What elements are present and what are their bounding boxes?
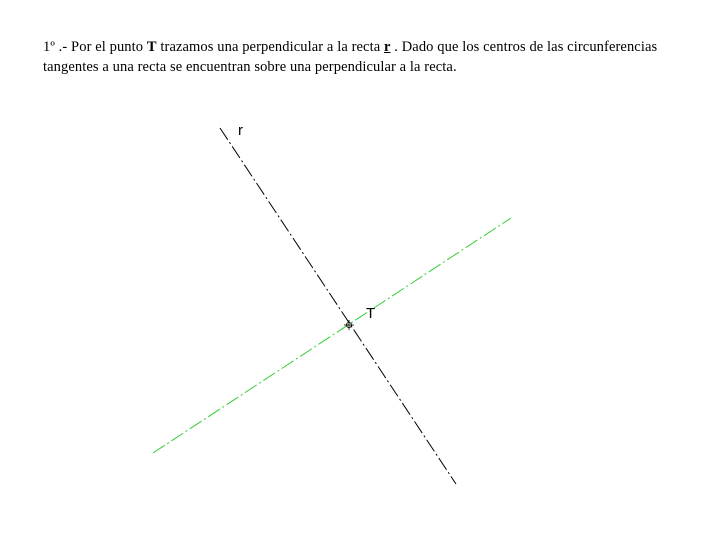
line-r-ref: r [383, 39, 391, 55]
line-r-label: r [238, 122, 243, 139]
caption-part-3: . Dado que los centros de las circunferencias tangentes a una recta se encuentran sobre una perpendicular a la recta. [43, 39, 658, 75]
perpendicular-line [153, 218, 511, 453]
point-t-ref: T [146, 39, 157, 55]
caption-part-1: 1º .- Por el punto [43, 39, 147, 55]
point-t-label: T [366, 305, 376, 322]
caption-part-2: trazamos una perpendicular a la recta [156, 39, 384, 55]
line-r [220, 128, 456, 484]
